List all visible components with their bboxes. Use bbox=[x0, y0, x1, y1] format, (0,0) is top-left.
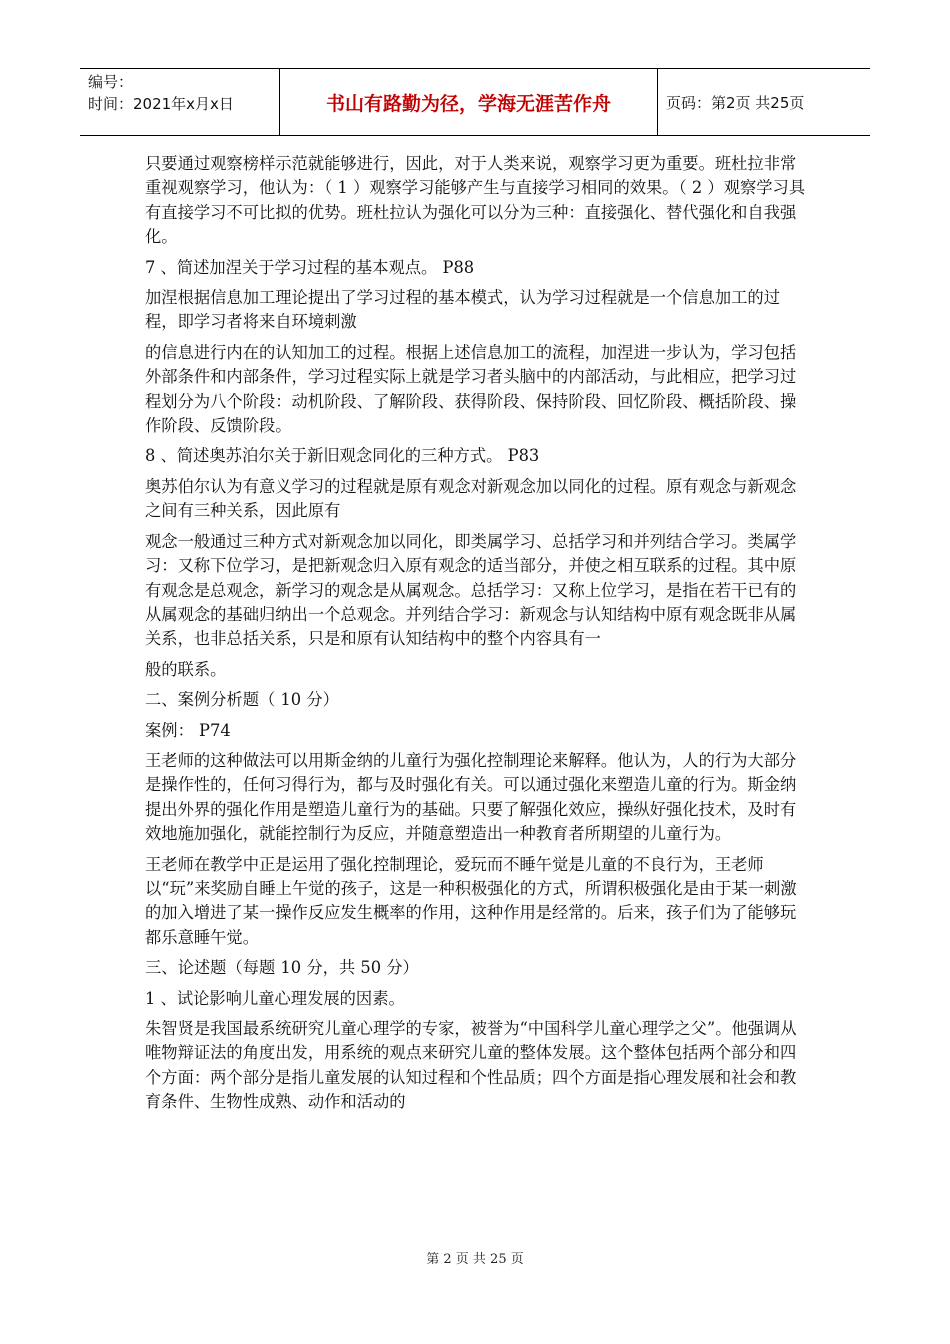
paragraph: 王老师在教学中正是运用了强化控制理论，爱玩而不睡午觉是儿童的不良行为，王老师以“玩”来奖励自睡上午觉的孩子，这是一种积极强化的方式，所谓积极强化是由于某一刺激的加入增进了某一操作反应发生概率的作用，这种作用是经常的。后来，孩子们为了能够玩都乐意睡午觉。 bbox=[145, 854, 797, 947]
header-page-number: 页码：第2页 共25页 bbox=[666, 93, 805, 112]
paragraph: 只要通过观察榜样示范就能够进行，因此，对于人类来说，观察学习更为重要。班杜拉非常重视观察学习，他认为：（ 1 ）观察学习能够产生与直接学习相同的效果。（ 2 ）观察学习具有直接学习不可比拟的优势。班杜拉认为强化可以分为三种：直接强化、替代强化和自我强化。 bbox=[145, 154, 806, 247]
paragraph: 加涅根据信息加工理论提出了学习过程的基本模式，认为学习过程就是一个信息加工的过程，即学习者将来自环境刺激 bbox=[145, 288, 780, 332]
header-meta bbox=[80, 69, 280, 135]
case-label: 案例： P74 bbox=[145, 720, 231, 740]
header-motto: 书山有路勤为径，学海无涯苦作舟 bbox=[280, 69, 658, 135]
page-footer: 第 2 页 共 25 页 bbox=[426, 1252, 524, 1267]
paragraph: 王老师的这种做法可以用斯金纳的儿童行为强化控制理论来解释。他认为，人的行为大部分是操作性的，任何习得行为，都与及时强化有关。可以通过强化来塑造儿童的行为。斯金纳提出外界的强化作用是塑造儿童行为的基础。只要了解强化效应，操纵好强化技术，及时有效地施加强化，就能控制行为反应，并随意塑造出一种教育者所期望的儿童行为。 bbox=[145, 750, 797, 844]
paragraph: 奥苏伯尔认为有意义学习的过程就是原有观念对新观念加以同化的过程。原有观念与新观念之间有三种关系，因此原有 bbox=[145, 476, 797, 521]
document-number: 编号： bbox=[88, 73, 134, 91]
paragraph: 朱智贤是我国最系统研究儿童心理学的专家，被誉为“中国科学儿童心理学之父”。他强调从唯物辩证法的角度出发，用系统的观点来研究儿童的整体发展。这个整体包括两个部分和四个方面：两个部分是指儿童发展的认知过程和个性品质；四个方面是指心理发展和社会和教育条件、生物性成熟、动作和活动的 bbox=[145, 1019, 797, 1112]
question-heading: 8 、简述奥苏泊尔关于新旧观念同化的三种方式。 P83 bbox=[145, 446, 540, 466]
paragraph: 观念一般通过三种方式对新观念加以同化，即类属学习、总括学习和并列结合学习。类属学习：又称下位学习，是把新观念归入原有观念的适当部分，并使之相互联系的过程。其中原有观念是总观念，新学习的观念是从属观念。总括学习：又称上位学习，是指在若干已有的从属观念的基础归纳出一个总观念。并列结合学习：新观念与认知结构中原有观念既非从属关系，也非总括关系，只是和原有认知结构中的整个内容具有一 bbox=[145, 531, 797, 649]
document-date: 时间：2021年x月x日 bbox=[88, 95, 234, 113]
question-heading: 1 、试论影响儿童心理发展的因素。 bbox=[145, 988, 405, 1008]
paragraph: 般的联系。 bbox=[145, 659, 227, 679]
page-header bbox=[80, 68, 870, 136]
document-body bbox=[145, 152, 810, 1121]
section-heading: 三、论述题（每题 10 分，共 50 分） bbox=[145, 958, 419, 978]
section-heading: 二、案例分析题（ 10 分） bbox=[145, 690, 339, 710]
paragraph: 的信息进行内在的认知加工的过程。根据上述信息加工的流程，加涅进一步认为，学习包括外部条件和内部条件，学习过程实际上就是学习者头脑中的内部活动，与此相应，把学习过程划分为八个阶段：动机阶段、了解阶段、获得阶段、保持阶段、回忆阶段、概括阶段、操作阶段、反馈阶段。 bbox=[145, 342, 797, 436]
question-heading: 7 、简述加涅关于学习过程的基本观点。 P88 bbox=[145, 257, 475, 277]
